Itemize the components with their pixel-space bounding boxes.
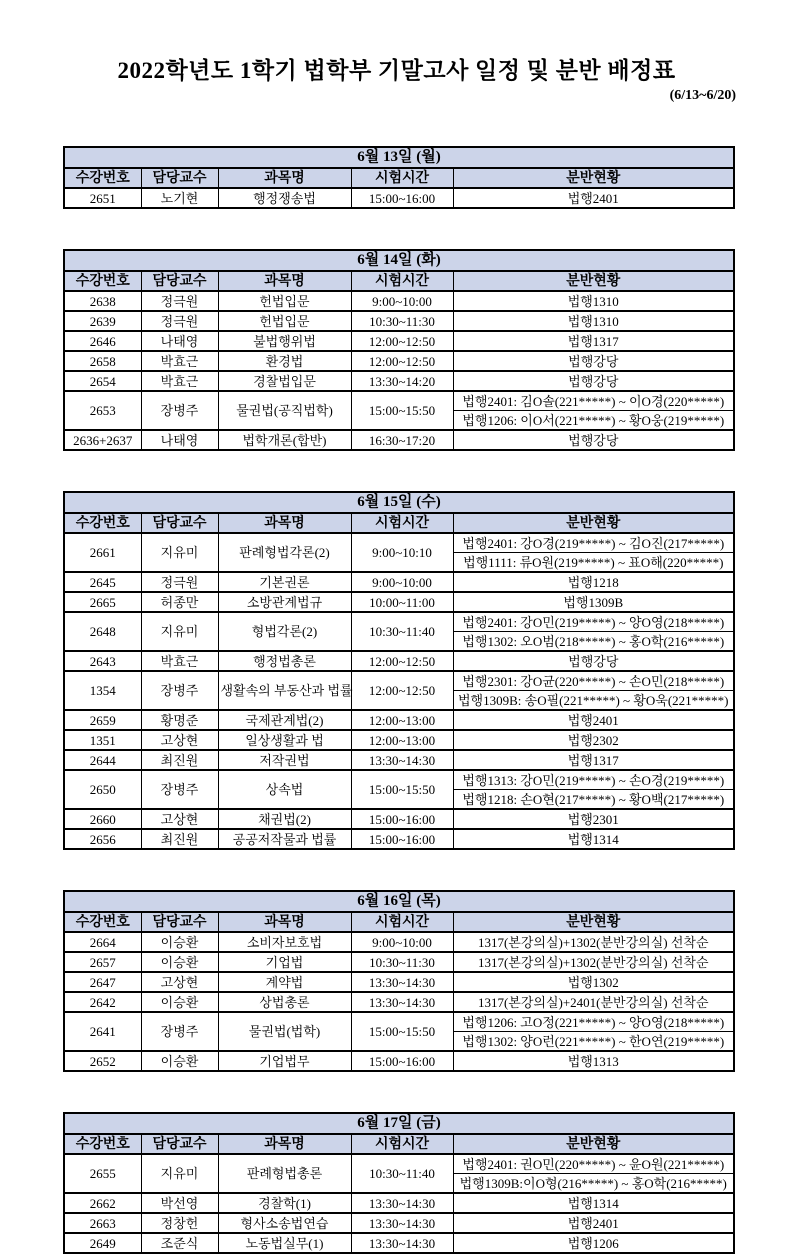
time-cell: 9:00~10:00 [351,932,453,952]
date-range-label: (6/13~6/20) [669,88,736,103]
sections-cell: 법행1317 [453,750,734,770]
table-row [64,1233,734,1253]
table-row [64,710,734,730]
sections-cell: 법행2401: 권O민(220*****) ~ 윤O원(221*****) [453,1154,734,1174]
code-cell: 2660 [64,809,141,829]
column-header-0: 수강번호 [64,513,141,533]
course-cell: 형사소송법연습 [218,1213,351,1233]
exam-table-day-4 [63,890,735,1072]
professor-cell: 지유미 [141,612,218,651]
sections-cell: 1317(본강의실)+1302(분반강의실) 선착순 [453,932,734,952]
sections-cell: 법행2401 [453,710,734,730]
table-row [64,992,734,1012]
exam-table-day-3 [63,491,735,850]
course-cell: 판례형법각론(2) [218,533,351,572]
time-cell: 13:30~14:30 [351,1213,453,1233]
table-row [64,371,734,391]
time-cell: 15:00~16:00 [351,829,453,849]
course-cell: 물권법(공직법학) [218,391,351,430]
time-cell: 12:00~13:00 [351,710,453,730]
day-header: 6월 14일 (화) [64,250,734,271]
time-cell: 13:30~14:30 [351,1233,453,1253]
time-cell: 15:00~16:00 [351,1051,453,1071]
sections-cell: 법행2401 [453,188,734,208]
sections-cell: 법행2301 [453,809,734,829]
course-cell: 환경법 [218,351,351,371]
sections-cell: 법행1314 [453,1193,734,1213]
column-header-1: 담당교수 [141,513,218,533]
sections-cell: 법행1313 [453,1051,734,1071]
professor-cell: 허종만 [141,592,218,612]
column-header-1: 담당교수 [141,271,218,291]
course-cell: 상법총론 [218,992,351,1012]
time-cell: 10:30~11:30 [351,952,453,972]
time-cell: 15:00~16:00 [351,809,453,829]
professor-cell: 황명준 [141,710,218,730]
professor-cell: 박효근 [141,371,218,391]
sections-cell: 법행1317 [453,331,734,351]
course-cell: 물권법(법학) [218,1012,351,1051]
professor-cell: 이승환 [141,1051,218,1071]
column-header-1: 담당교수 [141,168,218,188]
code-cell: 2653 [64,391,141,430]
sections-cell: 법행2301: 강O균(220*****) ~ 손O민(218*****) [453,671,734,691]
professor-cell: 이승환 [141,952,218,972]
sections-cell: 법행2401: 김O솔(221*****) ~ 이O경(220*****) [453,391,734,411]
column-header-4: 분반현황 [453,513,734,533]
course-cell: 일상생활과 법 [218,730,351,750]
code-cell: 2655 [64,1154,141,1193]
exam-table-day-5 [63,1112,735,1254]
code-cell: 2644 [64,750,141,770]
time-cell: 12:00~12:50 [351,671,453,710]
professor-cell: 장병주 [141,1012,218,1051]
time-cell: 9:00~10:10 [351,533,453,572]
sections-cell: 법행1314 [453,829,734,849]
professor-cell: 고상현 [141,730,218,750]
table-row [64,592,734,612]
sections-cell: 법행1302 [453,972,734,992]
exam-table-day-1 [63,146,735,209]
course-cell: 채권법(2) [218,809,351,829]
code-cell: 2651 [64,188,141,208]
course-cell: 기본권론 [218,572,351,592]
sections-cell: 법행2401: 강O민(219*****) ~ 양O영(218*****) [453,612,734,632]
table-row [64,809,734,829]
course-cell: 저작권법 [218,750,351,770]
code-cell: 2652 [64,1051,141,1071]
table-row [64,1154,734,1174]
course-cell: 계약법 [218,972,351,992]
time-cell: 12:00~12:50 [351,351,453,371]
course-cell: 경찰학(1) [218,1193,351,1213]
table-row [64,1012,734,1032]
column-header-4: 분반현황 [453,271,734,291]
column-header-3: 시험시간 [351,513,453,533]
time-cell: 12:00~13:00 [351,730,453,750]
professor-cell: 최진원 [141,829,218,849]
day-header: 6월 17일 (금) [64,1113,734,1134]
sections-cell: 법행1302: 양O런(221*****) ~ 한O연(219*****) [453,1032,734,1052]
table-row [64,430,734,450]
table-row [64,331,734,351]
sections-cell: 법행2302 [453,730,734,750]
course-cell: 공공저작물과 법률 [218,829,351,849]
column-header-3: 시험시간 [351,168,453,188]
professor-cell: 노기현 [141,188,218,208]
day-header: 6월 15일 (수) [64,492,734,513]
time-cell: 13:30~14:30 [351,992,453,1012]
code-cell: 1354 [64,671,141,710]
column-header-2: 과목명 [218,912,351,932]
column-header-2: 과목명 [218,1134,351,1154]
table-row [64,533,734,553]
code-cell: 2650 [64,770,141,809]
code-cell: 2643 [64,651,141,671]
time-cell: 15:00~16:00 [351,188,453,208]
course-cell: 노동법실무(1) [218,1233,351,1253]
table-row [64,351,734,371]
time-cell: 10:30~11:40 [351,612,453,651]
time-cell: 13:30~14:30 [351,1193,453,1213]
course-cell: 법학개론(합반) [218,430,351,450]
column-header-3: 시험시간 [351,1134,453,1154]
course-cell: 국제관계법(2) [218,710,351,730]
course-cell: 행정쟁송법 [218,188,351,208]
sections-cell: 법행1309B: 송O필(221*****) ~ 황O욱(221*****) [453,691,734,711]
column-header-1: 담당교수 [141,1134,218,1154]
time-cell: 9:00~10:00 [351,572,453,592]
code-cell: 2663 [64,1213,141,1233]
code-cell: 2636+2637 [64,430,141,450]
course-cell: 기업법 [218,952,351,972]
sections-cell: 법행1309B [453,592,734,612]
professor-cell: 고상현 [141,809,218,829]
sections-cell: 법행강당 [453,351,734,371]
code-cell: 2649 [64,1233,141,1253]
column-header-1: 담당교수 [141,912,218,932]
table-row [64,1051,734,1071]
course-cell: 경찰법입문 [218,371,351,391]
time-cell: 13:30~14:30 [351,972,453,992]
time-cell: 15:00~15:50 [351,391,453,430]
exam-table-day-2 [63,249,735,451]
code-cell: 2662 [64,1193,141,1213]
sections-cell: 법행강당 [453,651,734,671]
column-header-4: 분반현황 [453,168,734,188]
sections-cell: 법행2401 [453,1213,734,1233]
table-row [64,829,734,849]
sections-cell: 법행1218 [453,572,734,592]
day-header: 6월 13일 (월) [64,147,734,168]
professor-cell: 정극원 [141,291,218,311]
table-row [64,311,734,331]
course-cell: 행정법총론 [218,651,351,671]
sections-cell: 법행1206: 고O정(221*****) ~ 양O영(218*****) [453,1012,734,1032]
time-cell: 13:30~14:20 [351,371,453,391]
code-cell: 1351 [64,730,141,750]
code-cell: 2656 [64,829,141,849]
table-row [64,770,734,790]
table-row [64,730,734,750]
professor-cell: 조준식 [141,1233,218,1253]
professor-cell: 박효근 [141,651,218,671]
time-cell: 12:00~12:50 [351,331,453,351]
day-header: 6월 16일 (목) [64,891,734,912]
code-cell: 2664 [64,932,141,952]
column-header-2: 과목명 [218,168,351,188]
professor-cell: 지유미 [141,1154,218,1193]
table-row [64,188,734,208]
code-cell: 2661 [64,533,141,572]
sections-cell: 법행1310 [453,291,734,311]
code-cell: 2658 [64,351,141,371]
column-header-0: 수강번호 [64,1134,141,1154]
professor-cell: 이승환 [141,992,218,1012]
professor-cell: 정극원 [141,572,218,592]
sections-cell: 법행1218: 손O현(217*****) ~ 황O백(217*****) [453,790,734,810]
time-cell: 9:00~10:00 [351,291,453,311]
table-row [64,932,734,952]
professor-cell: 고상현 [141,972,218,992]
column-header-0: 수강번호 [64,271,141,291]
code-cell: 2639 [64,311,141,331]
code-cell: 2665 [64,592,141,612]
course-cell: 소방관계법규 [218,592,351,612]
course-cell: 헌법입문 [218,291,351,311]
course-cell: 불법행위법 [218,331,351,351]
column-header-4: 분반현황 [453,912,734,932]
table-row [64,651,734,671]
sections-cell: 법행1310 [453,311,734,331]
code-cell: 2648 [64,612,141,651]
table-row [64,612,734,632]
course-cell: 소비자보호법 [218,932,351,952]
course-cell: 생활속의 부동산과 법률 [218,671,351,710]
time-cell: 10:30~11:40 [351,1154,453,1193]
time-cell: 13:30~14:30 [351,750,453,770]
sections-cell: 법행1302: 오O범(218*****) ~ 홍O학(216*****) [453,632,734,652]
sections-cell: 법행1309B:이O형(216*****) ~ 홍O학(216*****) [453,1174,734,1194]
code-cell: 2654 [64,371,141,391]
code-cell: 2641 [64,1012,141,1051]
sections-cell: 법행2401: 강O경(219*****) ~ 김O진(217*****) [453,533,734,553]
sections-cell: 법행1313: 강O민(219*****) ~ 손O경(219*****) [453,770,734,790]
time-cell: 15:00~15:50 [351,1012,453,1051]
code-cell: 2645 [64,572,141,592]
course-cell: 판례형법총론 [218,1154,351,1193]
table-row [64,972,734,992]
table-row [64,572,734,592]
code-cell: 2642 [64,992,141,1012]
time-cell: 15:00~15:50 [351,770,453,809]
professor-cell: 나태영 [141,430,218,450]
professor-cell: 이승환 [141,932,218,952]
sections-cell: 법행1111: 류O원(219*****) ~ 표O해(220*****) [453,553,734,573]
course-cell: 형법각론(2) [218,612,351,651]
column-header-2: 과목명 [218,513,351,533]
table-row [64,391,734,411]
table-row [64,1213,734,1233]
professor-cell: 정창헌 [141,1213,218,1233]
professor-cell: 장병주 [141,391,218,430]
professor-cell: 지유미 [141,533,218,572]
code-cell: 2657 [64,952,141,972]
sections-cell: 법행강당 [453,371,734,391]
column-header-4: 분반현황 [453,1134,734,1154]
professor-cell: 정극원 [141,311,218,331]
time-cell: 12:00~12:50 [351,651,453,671]
table-row [64,671,734,691]
course-cell: 상속법 [218,770,351,809]
table-row [64,952,734,972]
code-cell: 2638 [64,291,141,311]
column-header-0: 수강번호 [64,912,141,932]
course-cell: 헌법입문 [218,311,351,331]
sections-cell: 법행1206 [453,1233,734,1253]
column-header-3: 시험시간 [351,912,453,932]
sections-cell: 법행강당 [453,430,734,450]
table-row [64,1193,734,1213]
tables-container [0,146,793,1254]
page-title: 2022학년도 1학기 법학부 기말고사 일정 및 분반 배정표 [117,58,676,83]
professor-cell: 박효근 [141,351,218,371]
column-header-0: 수강번호 [64,168,141,188]
professor-cell: 장병주 [141,770,218,809]
column-header-2: 과목명 [218,271,351,291]
code-cell: 2659 [64,710,141,730]
code-cell: 2646 [64,331,141,351]
professor-cell: 박선영 [141,1193,218,1213]
sections-cell: 법행1206: 이O서(221*****) ~ 황O웅(219*****) [453,411,734,431]
table-row [64,750,734,770]
professor-cell: 최진원 [141,750,218,770]
time-cell: 10:30~11:30 [351,311,453,331]
professor-cell: 나태영 [141,331,218,351]
time-cell: 16:30~17:20 [351,430,453,450]
code-cell: 2647 [64,972,141,992]
sections-cell: 1317(본강의실)+1302(분반강의실) 선착순 [453,952,734,972]
table-row [64,291,734,311]
time-cell: 10:00~11:00 [351,592,453,612]
course-cell: 기업법무 [218,1051,351,1071]
professor-cell: 장병주 [141,671,218,710]
sections-cell: 1317(본강의실)+2401(분반강의실) 선착순 [453,992,734,1012]
column-header-3: 시험시간 [351,271,453,291]
